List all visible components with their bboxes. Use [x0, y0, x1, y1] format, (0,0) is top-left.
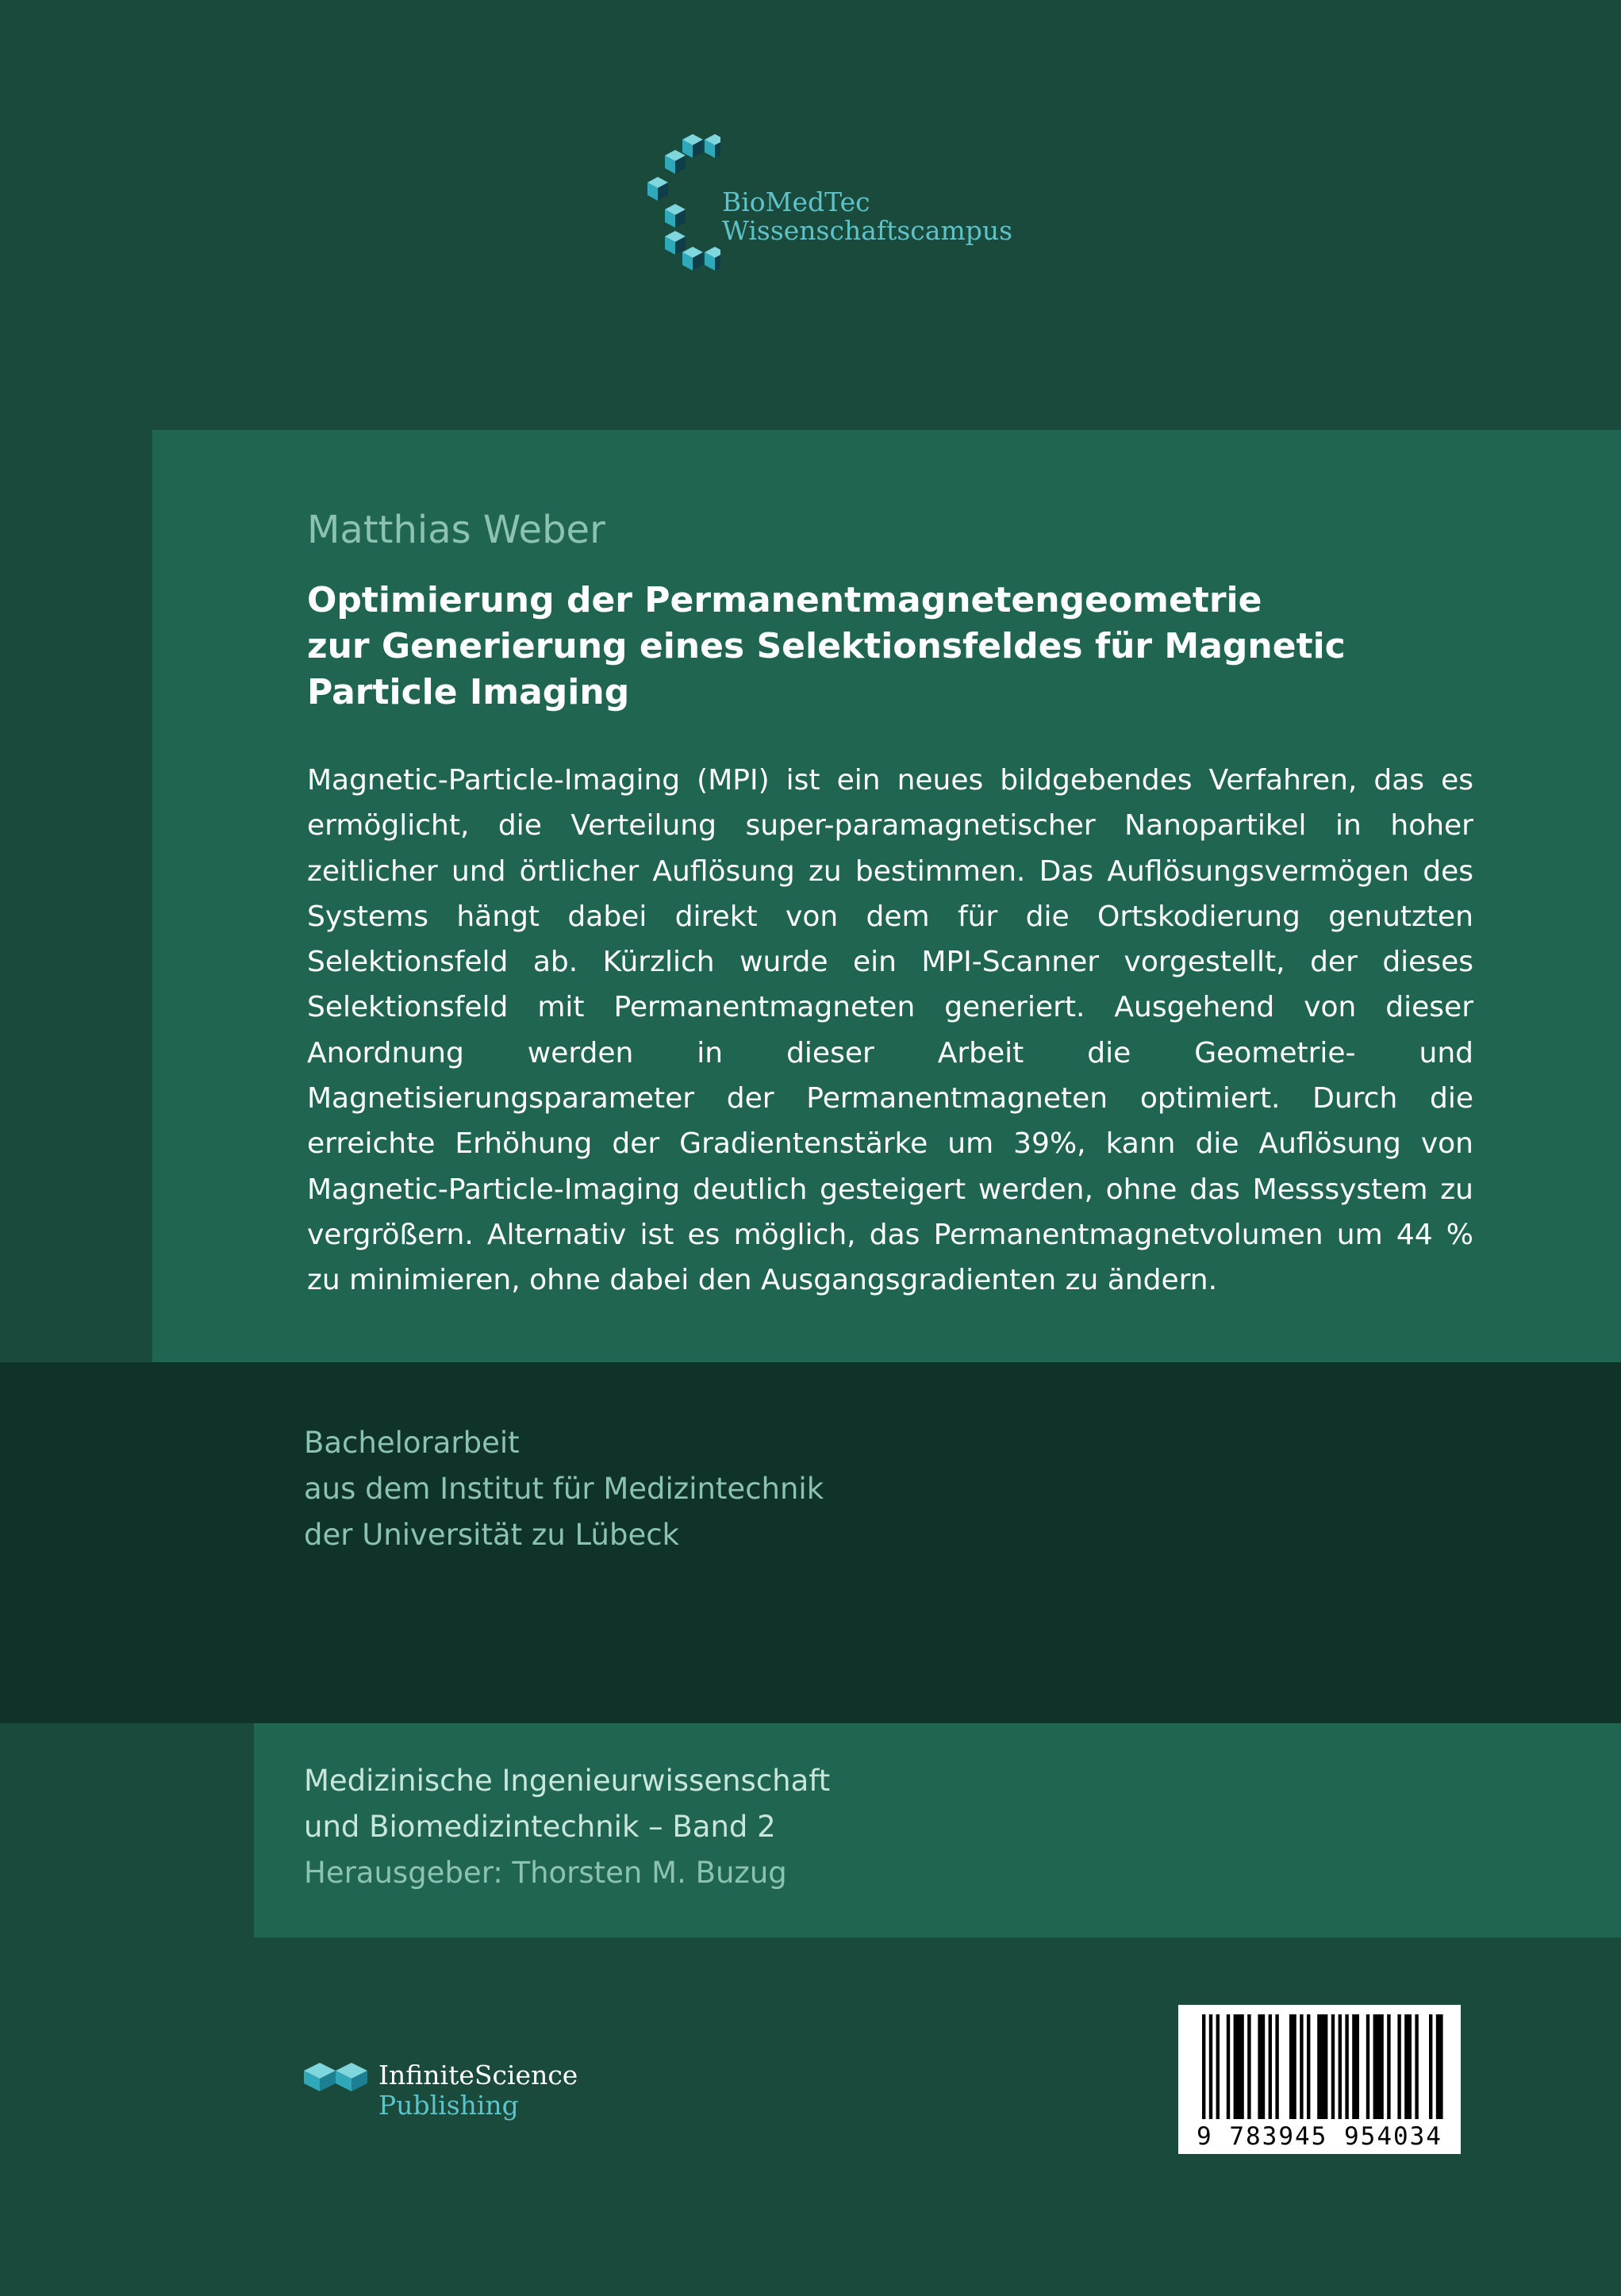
- series-name-line-1: Medizinische Ingenieurwissenschaft: [304, 1764, 831, 1798]
- publisher-sub: Publishing: [378, 2090, 519, 2121]
- biomedtec-logo: [641, 133, 1038, 292]
- logo-line-1: BioMedTec: [722, 186, 870, 217]
- title-line: Optimierung der Permanentmagnetengeometrie: [307, 580, 1262, 620]
- barcode-bars: [1178, 2005, 1461, 2124]
- biomedtec-cubes-icon: [641, 133, 720, 292]
- infinite-science-icon: [304, 2060, 371, 2099]
- thesis-type: Bachelorarbeit: [304, 1426, 520, 1460]
- thesis-institute: aus dem Institut für Medizintechnik: [304, 1472, 824, 1506]
- publisher-logo: [304, 2060, 605, 2123]
- title-line: zur Generierung eines Selektionsfeldes für Magnetic: [307, 626, 1346, 666]
- book-title: [307, 578, 1418, 716]
- author-name: Matthias Weber: [307, 508, 605, 552]
- series-name-line-2: und Biomedizintechnik – Band 2: [304, 1810, 776, 1844]
- series-info: [304, 1758, 830, 1896]
- thesis-university: der Universität zu Lübeck: [304, 1518, 679, 1552]
- thesis-info: [304, 1420, 824, 1558]
- publisher-name: InfiniteScience: [378, 2060, 578, 2091]
- title-line: Particle Imaging: [307, 672, 630, 712]
- abstract-text: Magnetic-Particle-Imaging (MPI) ist ein neues bildgebendes Verfahren, das es ermöglicht, die Verteilung super-paramagnetischer Nanopartikel in hoher zeitlicher und örtlicher Auflösung zu bestimmen. Das Auflösungsvermögen des Systems hängt dabei direkt von dem für die Ortskodierung genutzten Selektionsfeld ab. Kürzlich wurde ein MPI-Scanner vorgestellt, der dieses Selektionsfeld mit Permanentmagneten generiert. Ausgehend von dieser Anordnung werden in dieser Arbeit die Geometrie- und Magnetisierungsparameter der Permanentmagneten optimiert. Durch die erreichte Erhöhung der Gradientenstärke um 39%, kann die Auflösung von Magnetic-Particle-Imaging deutlich gesteigert werden, ohne das Messsystem zu vergrößern. Alternativ ist es möglich, das Permanentmagnetvolumen um 44 % zu minimieren, ohne dabei den Ausgangsgradienten zu ändern.: [307, 764, 1473, 1297]
- barcode-digits: 9 783945 954034: [1197, 2122, 1442, 2151]
- logo-line-2: Wissenschaftscampus: [722, 215, 1013, 246]
- series-editor: Herausgeber: Thorsten M. Buzug: [304, 1856, 787, 1890]
- isbn-barcode: [1178, 2005, 1461, 2154]
